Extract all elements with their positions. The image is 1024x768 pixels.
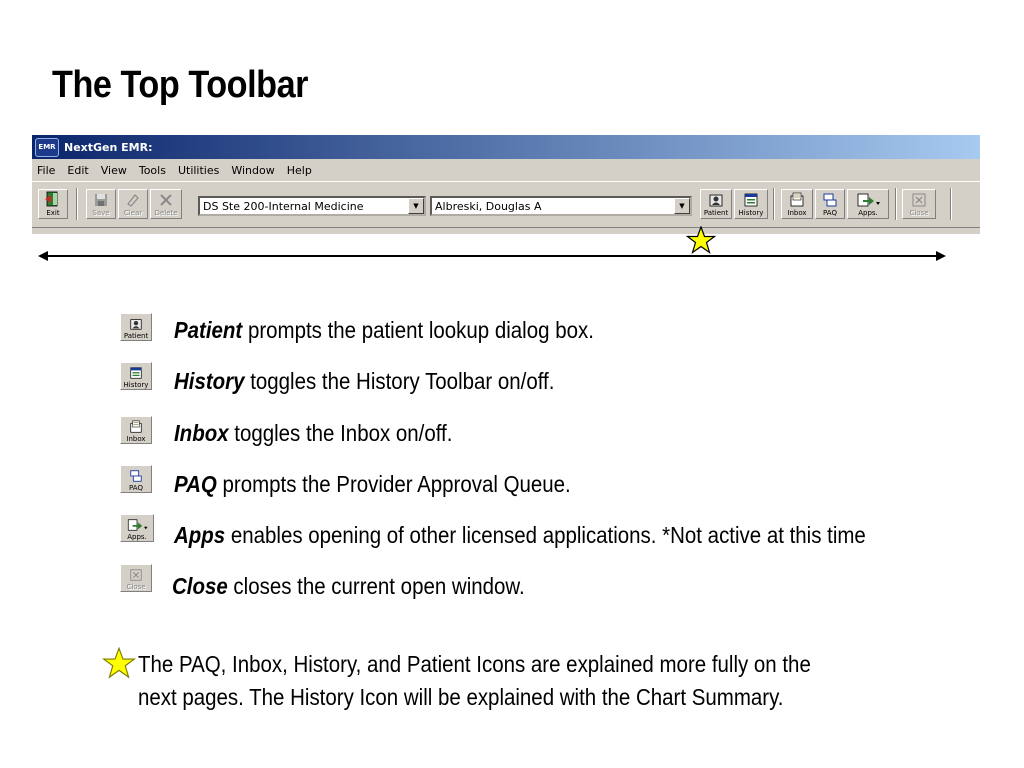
legend-history-icon: History [120, 362, 152, 390]
close-window-icon [128, 568, 144, 582]
exit-button[interactable]: Exit [38, 189, 68, 219]
legend-close-icon: Close [120, 564, 152, 592]
slide-title: The Top Toolbar [52, 64, 309, 106]
save-button[interactable]: Save [86, 189, 116, 219]
toolbar-separator [76, 188, 78, 220]
legend-patient-text [174, 317, 594, 344]
history-button[interactable]: History [734, 189, 768, 219]
toolbar-span-arrow [38, 246, 948, 266]
apps-launcher-icon [855, 192, 881, 208]
close-window-icon [911, 192, 927, 208]
legend-paq-icon: PAQ [120, 465, 152, 493]
legend-desc: closes the current open window. [227, 573, 525, 599]
legend-history-text [174, 368, 554, 395]
menu-utilities[interactable]: Utilities [177, 163, 220, 177]
legend-desc: toggles the Inbox on/off. [228, 420, 453, 446]
legend-term: PAQ [174, 471, 217, 497]
apps-launcher-icon [125, 518, 149, 532]
legend-term: History [174, 368, 245, 394]
window-title: NextGen EMR: [64, 140, 153, 154]
legend-term: Inbox [174, 420, 229, 446]
inbox-icon [128, 420, 144, 434]
legend-desc: toggles the History Toolbar on/off. [244, 368, 555, 394]
toolbar-separator [895, 188, 897, 220]
legend-close-text [172, 573, 525, 600]
title-bar [32, 135, 980, 159]
legend-paq-text [174, 471, 571, 498]
menu-edit[interactable]: Edit [67, 163, 89, 177]
menu-help[interactable]: Help [286, 163, 312, 177]
legend-desc: prompts the patient lookup dialog box. [242, 317, 594, 343]
apps-button[interactable]: Apps. [847, 189, 889, 219]
floppy-disk-icon [93, 192, 109, 208]
legend-desc: prompts the Provider Approval Queue. [216, 471, 571, 497]
star-marker-icon [686, 226, 716, 254]
legend-apps-text [174, 522, 866, 549]
close-button[interactable]: Close [902, 189, 936, 219]
legend-term: Apps [174, 522, 226, 548]
emr-logo-icon: EMR [35, 138, 59, 157]
patient-select[interactable]: Albreski, Douglas A ▼ [430, 196, 692, 216]
eraser-icon [125, 192, 141, 208]
legend-term: Patient [174, 317, 243, 343]
toolbar-separator [773, 188, 775, 220]
patient-lookup-icon [708, 192, 724, 208]
legend-desc: enables opening of other licensed applications. *Not active at this time [225, 522, 866, 548]
legend-inbox-text [174, 420, 452, 447]
app-window [32, 135, 980, 234]
inbox-button[interactable]: Inbox [781, 189, 813, 219]
exit-door-icon [44, 190, 62, 208]
menu-tools[interactable]: Tools [138, 163, 166, 177]
delete-x-icon [158, 192, 174, 208]
history-toolbar-icon [743, 192, 759, 208]
menu-view[interactable]: View [100, 163, 127, 177]
chevron-down-icon[interactable]: ▼ [674, 198, 690, 214]
history-toolbar-icon [128, 366, 144, 380]
footnote-star-icon [102, 647, 136, 679]
clear-button[interactable]: Clear [118, 189, 148, 219]
main-toolbar [32, 181, 980, 228]
legend-term: Close [172, 573, 228, 599]
delete-button[interactable]: Delete [150, 189, 182, 219]
menu-bar [32, 159, 980, 181]
toolbar-separator [950, 188, 952, 220]
footnote-line: next pages. The History Icon will be explained with the Chart Summary. [138, 684, 784, 710]
inbox-icon [789, 192, 805, 208]
footnote [138, 648, 903, 714]
approval-queue-icon [822, 192, 838, 208]
approval-queue-icon [128, 469, 144, 483]
legend-inbox-icon: Inbox [120, 416, 152, 444]
menu-window[interactable]: Window [231, 163, 275, 177]
paq-button[interactable]: PAQ [815, 189, 845, 219]
footnote-line: The PAQ, Inbox, History, and Patient Icons are explained more fully on the [138, 651, 811, 677]
location-select[interactable]: DS Ste 200-Internal Medicine ▼ [198, 196, 426, 216]
legend-apps-icon: Apps. [120, 514, 154, 542]
legend-patient-icon: Patient [120, 313, 152, 341]
menu-file[interactable]: File [37, 163, 56, 177]
patient-button[interactable]: Patient [700, 189, 732, 219]
patient-lookup-icon [128, 317, 144, 331]
chevron-down-icon[interactable]: ▼ [408, 198, 424, 214]
